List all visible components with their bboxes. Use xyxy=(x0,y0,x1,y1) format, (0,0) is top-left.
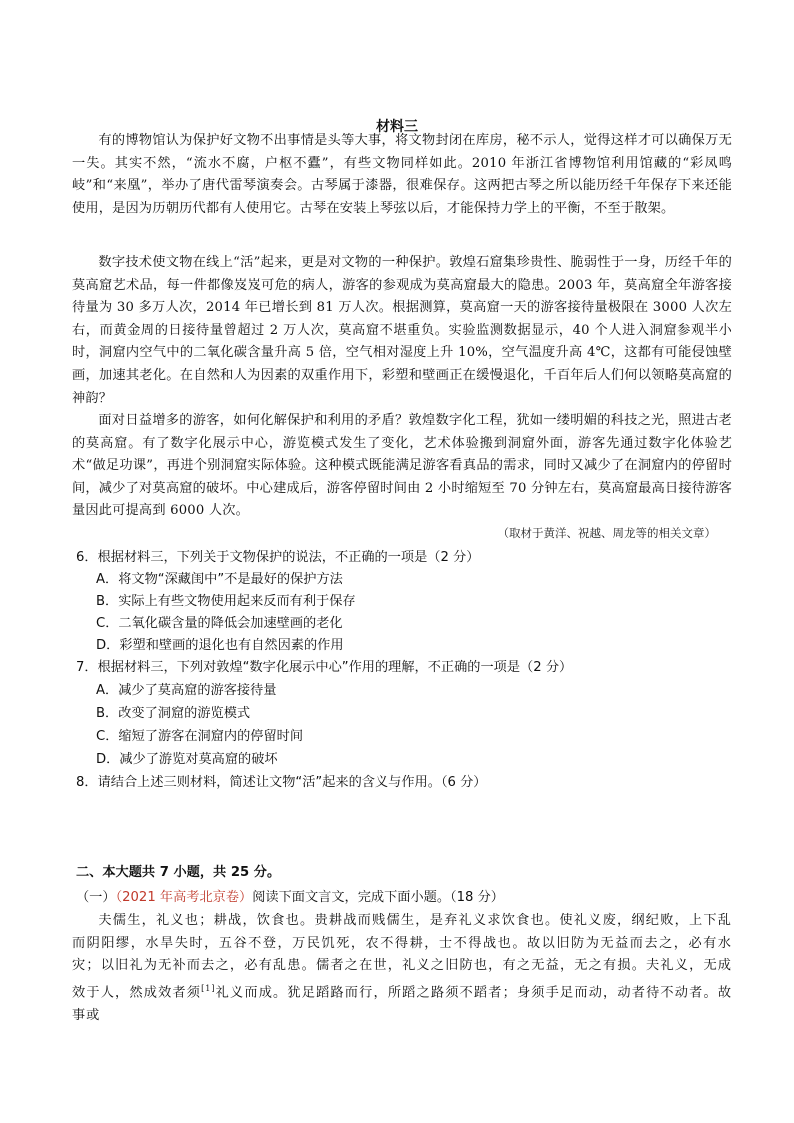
question-7-option-b: B．改变了洞窟的游览模式 xyxy=(96,706,251,721)
question-7-option-d: D．减少了游览对莫高窟的破坏 xyxy=(96,752,278,767)
section-2-title: 二、本大题共 7 小题，共 25 分。 xyxy=(76,865,281,880)
question-7-option-a: A．减少了莫高窟的游客接待量 xyxy=(96,683,277,698)
subsection-prefix: （一） xyxy=(76,890,116,905)
question-7-option-c: C．缩短了游客在洞窟内的停留时间 xyxy=(96,729,304,744)
question-6-option-a: A．将文物“深藏闺中”不是最好的保护方法 xyxy=(96,572,343,587)
paragraph-2: 数字技术使文物在线上“活”起来，更是对文物的一种保护。敦煌石窟集珍贵性、脆弱性于一身，历经千年的莫高窟艺术品，每一件都像岌岌可危的病人，游客的参观成为莫高窟最大的隐患。2003 年，莫高窟全年游客接待量为 30 多万人次，2014 年已增长到 81 万人次。根据测算，莫高窟一天的游客接待量极限在 3000 人次左右，而黄金周的日接待量曾超过 2 万人次，莫高窟不堪重负。实验监测数据显示，40 个人进入洞窟参观半小时，洞窟内空气中的二氧化碳含量升高 5 倍，空气相对湿度上升 10%，空气温度升高 4℃，这都有可能侵蚀壁画，加速其老化。在自然和人为因素的双重作用下，彩塑和壁画正在缓慢退化，千百年后人们何以领略莫高窟的神韵？ xyxy=(72,255,732,406)
question-6-stem: 6．根据材料三，下列关于文物保护的说法，不正确的一项是（2 分） xyxy=(76,550,480,565)
source-note: （取材于黄洋、祝越、周龙等的相关文章） xyxy=(497,526,716,540)
classical-text-part-1: 夫儒生，礼义也；耕战，饮食也。贵耕战而贱儒生，是弃礼义求饮食也。使礼义废，纲纪败，上下乱而阴阳缪，水旱失时，五谷不登，万民饥死，农不得耕，士不得战也。故以旧防为无益而去之，必有水灾；以旧礼为无补而去之，必有乱患。儒者之在世，礼义之旧防也，有之无益，无之有损。夫礼义，无成效于人，然成效者须 xyxy=(72,913,732,1001)
classical-text xyxy=(72,910,732,1027)
footnote-marker: [1] xyxy=(201,983,216,993)
question-7-stem: 7．根据材料三，下列对敦煌“数字化展示中心”作用的理解，不正确的一项是（2 分） xyxy=(76,660,573,675)
subsection-heading xyxy=(76,886,504,905)
question-6-option-b: B．实际上有些文物使用起来反而有利于保存 xyxy=(96,594,356,609)
subsection-instruction: 阅读下面文言文，完成下面小题。（18 分） xyxy=(252,890,504,905)
paragraph-3: 面对日益增多的游客，如何化解保护和利用的矛盾？敦煌数字化工程，犹如一缕明媚的科技之光，照进古老的莫高窟。有了数字化展示中心，游览模式发生了变化，艺术体验搬到洞窟外面，游客先通过数字化体验艺术“做足功课”，再进个别洞窟实际体验。这种模式既能满足游客看真品的需求，同时又减少了在洞窟内的停留时间，减少了对莫高窟的破坏。中心建成后，游客停留时间由 2 小时缩短至 70 分钟左右，莫高窟最高日接待游客量因此可提高到 6000 人次。 xyxy=(72,413,732,519)
question-6-option-d: D．彩塑和壁画的退化也有自然因素的作用 xyxy=(96,638,344,653)
question-6-option-c: C．二氧化碳含量的降低会加速壁画的老化 xyxy=(96,616,343,631)
paragraph-1: 有的博物馆认为保护好文物不出事情是头等大事，将文物封闭在库房，秘不示人，觉得这样才可以确保万无一失。其实不然，“流水不腐，户枢不蠹”，有些文物同样如此。2010 年浙江省博物馆利用馆藏的“彩凤鸣岐”和“来凰”，举办了唐代雷琴演奏会。古琴属于漆器，很难保存。这两把古琴之所以能历经千年保存下来还能使用，是因为历朝历代都有人使用它。古琴在安装上琴弦以后，才能保持力学上的平衡，不至于散架。 xyxy=(72,133,732,216)
question-8-stem: 8．请结合上述三则材料，简述让文物“活”起来的含义与作用。（6 分） xyxy=(76,775,487,790)
exam-source-tag: （2021 年高考北京卷） xyxy=(115,890,253,905)
material-title: 材料三 xyxy=(376,119,418,135)
classical-text-part-2: 礼义而成。犹足蹈路而行，所蹈之路须不蹈者；身须手足而动，动者待不动者。故事或 xyxy=(72,985,733,1023)
